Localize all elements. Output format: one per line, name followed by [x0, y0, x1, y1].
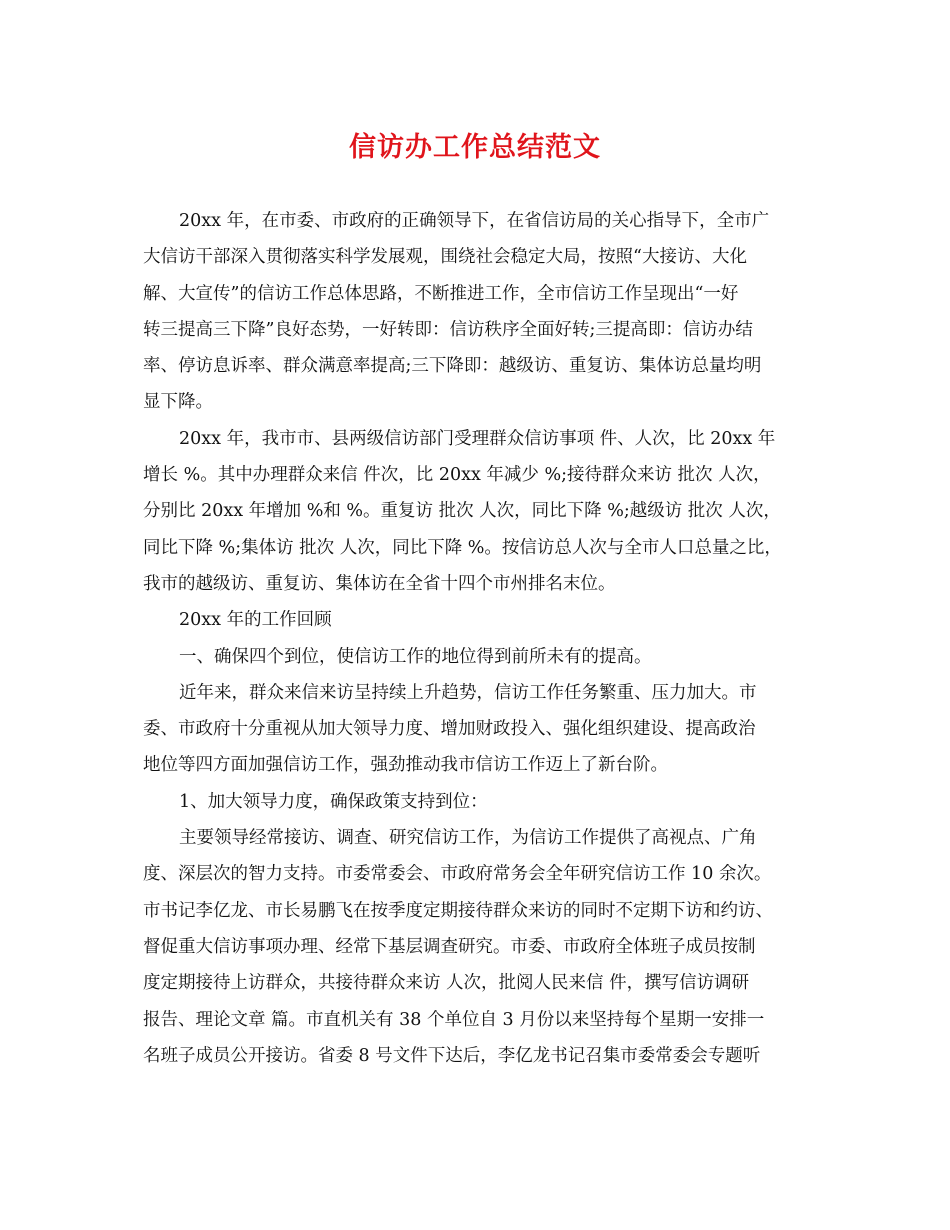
text-line: 20xx 年，在市委、市政府的正确领导下，在省信访局的关心指导下，全市广	[179, 211, 770, 231]
text-line: 我市的越级访、重复访、集体访在全省十四个市州排名末位。	[143, 573, 616, 594]
text-line: 同比下降 %;集体访 批次 人次，同比下降 %。按信访总人次与全市人口总量之比，	[143, 537, 782, 558]
text-line: 市书记李亿龙、市长易鹏飞在按季度定期接待群众来访的同时不定期下访和约访、	[143, 900, 773, 921]
text-line: 分别比 20xx 年增加 %和 %。重复访 批次 人次，同比下降 %;越级访 批次 人次，	[143, 501, 781, 522]
text-line: 率、停访息诉率、群众满意率提高;三下降即：越级访、重复访、集体访总量均明	[143, 356, 762, 377]
text-line: 20xx 年的工作回顾	[179, 610, 332, 631]
text-line: 地位等四方面加强信访工作，强劲推动我市信访工作迈上了新台阶。	[143, 755, 668, 776]
text-line: 显下降。	[143, 392, 213, 413]
text-line: 大信访干部深入贯彻落实科学发展观，围绕社会稳定大局，按照“大接访、大化	[143, 247, 747, 268]
text-line: 名班子成员公开接访。省委 8 号文件下达后，李亿龙书记召集市委常委会专题听	[143, 1045, 761, 1066]
text-line: 20xx 年，我市市、县两级信访部门受理群众信访事项 件、人次，比 20xx 年	[179, 428, 776, 449]
text-line: 度、深层次的智力支持。市委常委会、市政府常务会全年研究信访工作 10 余次。	[143, 864, 772, 885]
document-title: 信访办工作总结范文	[349, 132, 601, 163]
text-line: 报告、理论文章 篇。市直机关有 38 个单位自 3 月份以来坚持每个星期一安排一	[143, 1009, 765, 1030]
text-line: 督促重大信访事项办理、经常下基层调查研究。市委、市政府全体班子成员按制	[143, 936, 756, 957]
text-line: 转三提高三下降”良好态势，一好转即：信访秩序全面好转;三提高即：信访办结	[143, 319, 753, 340]
text-line: 1、加大领导力度，确保政策支持到位：	[179, 791, 488, 812]
text-line: 一、确保四个到位，使信访工作的地位得到前所未有的提高。	[179, 646, 652, 667]
text-line: 增长 %。其中办理群众来信 件次，比 20xx 年减少 %;接待群众来访 批次 人次，	[143, 465, 771, 486]
text-line: 近年来，群众来信来访呈持续上升趋势，信访工作任务繁重、压力加大。市	[179, 682, 757, 703]
text-line: 委、市政府十分重视从加大领导力度、增加财政投入、强化组织建设、提高政治	[143, 719, 756, 740]
text-line: 解、大宣传”的信访工作总体思路，不断推进工作，全市信访工作呈现出“一好	[143, 283, 739, 304]
document-body	[143, 203, 815, 1074]
text-line: 度定期接待上访群众，共接待群众来访 人次，批阅人民来信 件，撰写信访调研	[143, 973, 750, 994]
text-line: 主要领导经常接访、调查、研究信访工作，为信访工作提供了高视点、广角	[179, 828, 757, 849]
